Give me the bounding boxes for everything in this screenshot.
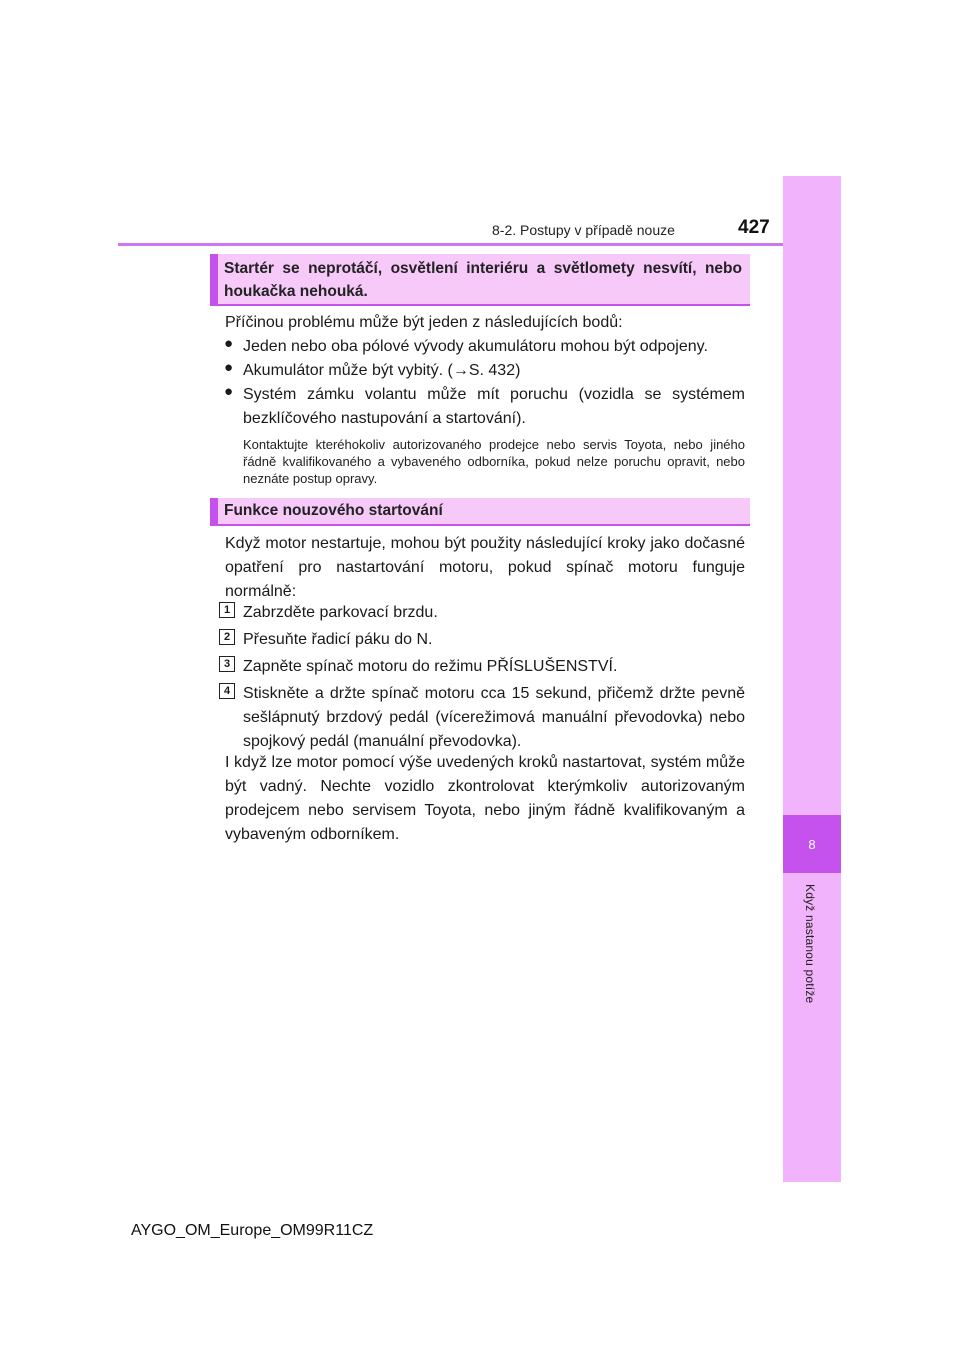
header-divider [118, 243, 840, 246]
bullet-dot: ● [224, 335, 234, 352]
step-text: Zapněte spínač motoru do režimu PŘÍSLUŠENSTVÍ. [243, 658, 618, 675]
document-id: AYGO_OM_Europe_OM99R11CZ [131, 1222, 374, 1239]
section1-intro: Příčinou problému může být jeden z následujících bodů: [225, 314, 623, 331]
bullet-item: Systém zámku volantu může mít poruchu (vozidla se systémem bezklíčového nastupování a startování). [243, 386, 745, 427]
section-heading-emergency-start: Funkce nouzového startování [210, 498, 750, 526]
step-text: Zabrzděte parkovací brzdu. [243, 604, 438, 621]
section2-outro: I když lze motor pomocí výše uvedených kroků nastartovat, systém může být vadný. Nechte vozidlo zkontrolovat kterýmkoliv autorizovaným prodejcem nebo servisem Toyota, nebo jiným řádně kvalifikovaným a vybaveným odborníkem. [225, 754, 745, 843]
page-number: 427 [738, 217, 770, 238]
section-heading-starter: Startér se neprotáčí, osvětlení interiéru a světlomety nesvítí, nebo houkačka nehouká. [210, 254, 750, 306]
step-number-box: 3 [219, 656, 235, 672]
step-number-box: 1 [219, 602, 235, 618]
chapter-number-badge: 8 [783, 815, 841, 873]
section2-intro: Když motor nestartuje, mohou být použity následující kroky jako dočasné opatření pro nastartování motoru, pokud spínač motoru funguje normálně: [225, 535, 745, 600]
chapter-title: Když nastanou potíže [803, 884, 817, 1004]
running-header-section: 8-2. Postupy v případě nouze [492, 222, 675, 238]
section1-note: Kontaktujte kteréhokoliv autorizovaného prodejce nebo servis Toyota, nebo jiného řádně kvalifikovaného a vybaveného odborníka, pokud nelze poruchu opravit, nebo neznáte postup opravy. [243, 437, 745, 486]
step-number-box: 2 [219, 629, 235, 645]
chapter-side-tab [783, 176, 841, 1182]
bullet-dot: ● [224, 383, 234, 400]
step-text: Přesuňte řadicí páku do N. [243, 631, 433, 648]
bullet-dot: ● [224, 359, 234, 376]
step-text: Stiskněte a držte spínač motoru cca 15 sekund, přičemž držte pevně sešlápnutý brzdový pedál (vícerežimová manuální převodovka) nebo spojkový pedál (manuální převodovka). [243, 685, 745, 750]
bullet-item: Jeden nebo oba pólové vývody akumulátoru mohou být odpojeny. [243, 338, 708, 355]
bullet-item: Akumulátor může být vybitý. (→S. 432) [243, 362, 521, 379]
step-number-box: 4 [219, 683, 235, 699]
